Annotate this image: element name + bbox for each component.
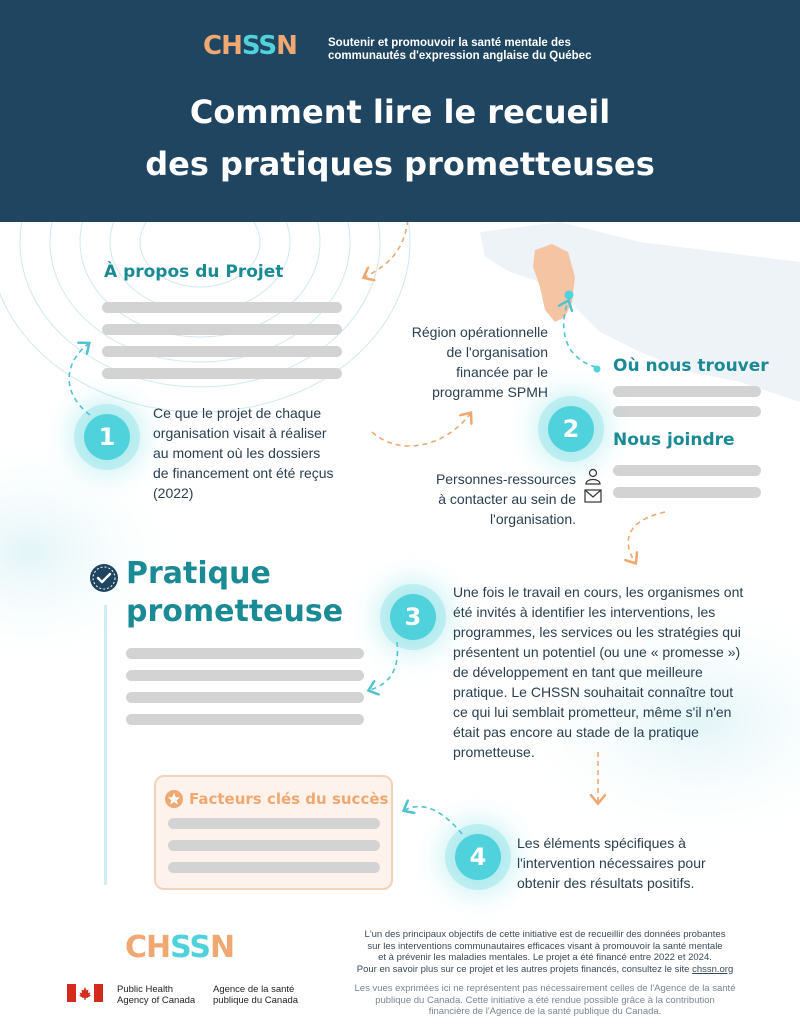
- section-1-text: Ce que le projet de chaque organisation visait à réaliser au moment où les dossiers de financement ont été reçus (2022): [153, 405, 334, 501]
- section-4-text: Les éléments spécifiques à l'intervention nécessaires pour obtenir des résultats positifs.: [517, 835, 706, 891]
- star-badge-icon: [164, 789, 184, 809]
- step-4-badge: 4: [455, 834, 501, 880]
- envelope-icon: [584, 489, 602, 503]
- contact-heading: Nous joindre: [613, 430, 735, 450]
- placeholder-bar: [168, 818, 380, 829]
- placeholder-bar: [126, 692, 364, 703]
- placeholder-bar: [613, 406, 761, 417]
- step-3-badge: 3: [390, 594, 436, 640]
- placeholder-bar: [613, 487, 761, 498]
- chssn-logo: CHSSN: [203, 31, 297, 61]
- canada-flag-icon: [67, 984, 103, 1002]
- placeholder-bar: [102, 346, 342, 357]
- gov-name-fr: Agence de la santé publique du Canada: [213, 984, 299, 1006]
- placeholder-bar: [102, 324, 342, 335]
- gov-name-en: Public Health Agency of Canada: [117, 984, 196, 1006]
- promising-practice-title: Pratique prometteuse: [126, 556, 344, 629]
- person-icon: [584, 467, 602, 485]
- placeholder-bar: [126, 648, 364, 659]
- key-factors-title: Facteurs clés du succès: [189, 790, 389, 808]
- footer-disclaimer: Les vues exprimées ici ne représentent pas nécessairement celles de l'Agence de la santé publique du Canada. Cette initiative a été rendue possible grâce à la contribution financière de l'Agence de la santé publique du Canada.: [354, 983, 736, 1017]
- placeholder-bar: [102, 302, 342, 313]
- about-heading: À propos du Projet: [104, 262, 284, 282]
- page-title: Comment lire le recueil des pratiques prometteuses: [145, 93, 655, 183]
- region-text: Région opérationnelle de l'organisation financée par le programme SPMH: [411, 324, 548, 400]
- placeholder-bar: [126, 714, 364, 725]
- placeholder-bar: [168, 840, 380, 851]
- check-badge-icon: [89, 563, 119, 593]
- placeholder-bar: [613, 386, 761, 397]
- contact-text: Personnes-ressources à contacter au sein de l'organisation.: [435, 471, 576, 527]
- chssn-link[interactable]: chssn.org: [692, 963, 734, 975]
- step-1-badge: 1: [84, 414, 130, 460]
- header-banner: [0, 0, 800, 222]
- placeholder-bar: [102, 368, 342, 379]
- placeholder-bar: [126, 670, 364, 681]
- section-3-text: Une fois le travail en cours, les organismes ont été invités à identifier les interventions, les programmes, les services ou les stratégies qui présentent un potentiel (ou une « promesse ») de développement en tant que meilleure pratique. Le CHSSN souhaitait connaître tout ce qui lui semblait prometteur, même s'il n'en était pas encore au stade de la pratique prometteuse.: [453, 584, 744, 760]
- footer-description: L'un des principaux objectifs de cette initiative est de recueillir des données probantes sur les interventions communautaires efficaces visant à promouvoir la santé mentale et à prévenir les maladies mentales. Le projet a été financé entre 2022 et 2024. Pour en savoir plus sur ce projet et les autres projets financés, consultez le site chssn.org: [356, 929, 734, 975]
- ripple-rings: [0, 222, 410, 412]
- tagline: Soutenir et promouvoir la santé mentale des communautés d'expression anglaise du Québec: [328, 37, 592, 62]
- vertical-guide-line: [104, 605, 107, 885]
- placeholder-bar: [613, 465, 761, 476]
- placeholder-bar: [168, 862, 380, 873]
- chssn-footer-logo: CHSSN: [125, 930, 235, 965]
- find-us-heading: Où nous trouver: [613, 356, 769, 376]
- step-2-badge: 2: [548, 406, 594, 452]
